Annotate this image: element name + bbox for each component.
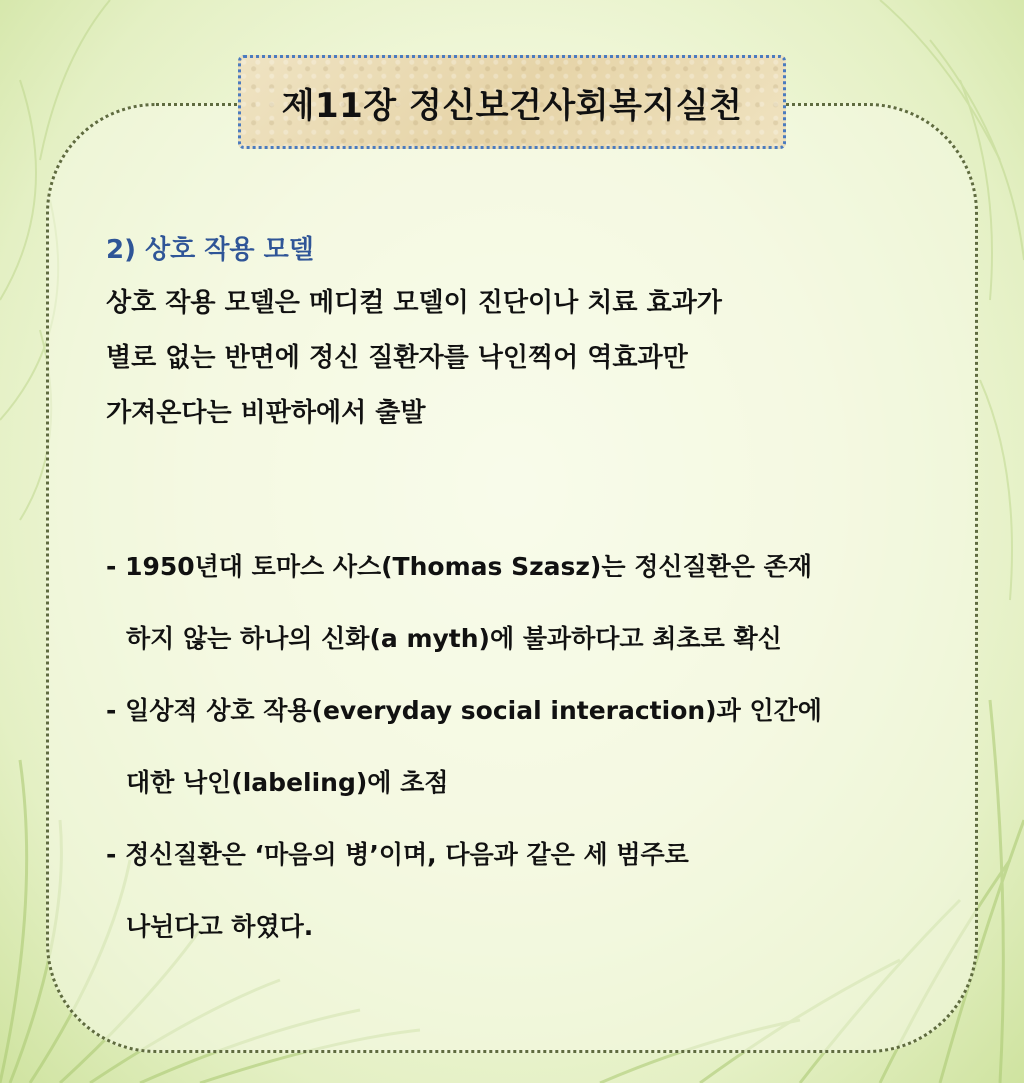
slide-content bbox=[106, 230, 946, 963]
title-banner bbox=[238, 55, 786, 149]
bullet-item-interaction-continuation: 대한 낙인(labeling)에 초점 bbox=[126, 768, 449, 797]
bullet-item-mental-illness-continuation: 나뉜다고 하였다. bbox=[126, 912, 314, 941]
bullet-item-interaction: - 일상적 상호 작용(everyday social interaction)과 인간에 bbox=[106, 696, 822, 725]
intro-line: 별로 없는 반면에 정신 질환자를 낙인찍어 역효과만 bbox=[106, 343, 688, 373]
bullet-item-szasz-continuation: 하지 않는 하나의 신화(a myth)에 불과하다고 최초로 확신 bbox=[126, 624, 782, 653]
intro-line: 상호 작용 모델은 메디컬 모델이 진단이나 치료 효과가 bbox=[106, 288, 722, 318]
slide-title: 제11장 정신보건사회복지실천 bbox=[281, 85, 743, 126]
bullet-item-mental-illness: - 정신질환은 ‘마음의 병’이며, 다음과 같은 세 범주로 bbox=[106, 840, 689, 869]
section-heading: 2) 상호 작용 모델 bbox=[106, 235, 314, 265]
intro-line: 가져온다는 비판하에서 출발 bbox=[106, 398, 426, 428]
bullet-item-szasz: - 1950년대 토마스 사스(Thomas Szasz)는 정신질환은 존재 bbox=[106, 552, 812, 581]
intro-paragraph bbox=[106, 276, 946, 441]
bullet-list bbox=[106, 531, 946, 963]
